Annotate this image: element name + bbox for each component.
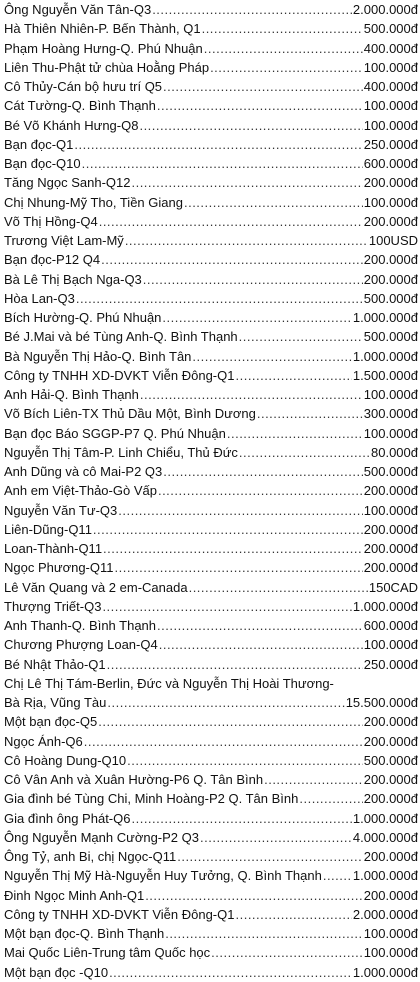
donor-name: Ông Tỷ, anh Bi, chị Ngọc-Q11 — [4, 849, 177, 864]
donor-name: Chị Lê Thị Tám-Berlin, Đức và Nguyễn Thị Hoài Thương- — [4, 675, 334, 691]
donation-amount: 200.000đ — [363, 252, 418, 268]
dot-leader — [162, 308, 352, 327]
dot-leader — [227, 424, 363, 443]
donation-amount: 200.000đ — [363, 541, 418, 556]
dot-leader — [323, 866, 352, 885]
dot-leader — [158, 481, 363, 500]
donor-row — [4, 578, 418, 597]
dot-leader — [131, 809, 351, 828]
donor-row — [4, 635, 418, 654]
donor-row — [4, 712, 418, 731]
donation-amount: 150CAD — [368, 579, 418, 595]
donor-row — [4, 462, 418, 481]
dot-leader — [131, 173, 362, 192]
donor-name: Công ty TNHH XD-DVKT Viễn Đông-Q1 — [4, 906, 235, 922]
donation-amount: 500.000đ — [363, 329, 418, 345]
donation-amount: 250.000đ — [363, 136, 418, 152]
dot-leader — [103, 539, 363, 558]
donor-name: Anh em Việt-Thảo-Gò Vấp — [4, 483, 157, 499]
donor-row — [4, 886, 418, 905]
donor-name: Hòa Lan-Q3 — [4, 290, 75, 306]
donation-amount: 100.000đ — [363, 926, 418, 941]
donation-amount: 15.500.000đ — [345, 695, 418, 710]
dot-leader — [107, 655, 363, 674]
donor-name: Một bạn đọc -Q10 — [4, 964, 109, 980]
donation-amount: 500.000đ — [363, 752, 418, 768]
donation-amount: 500.000đ — [363, 21, 418, 37]
donor-name: Một bạn đọc-Q. Bình Thạnh — [4, 926, 165, 941]
donation-amount: 600.000đ — [363, 156, 418, 171]
donor-row — [4, 366, 418, 385]
donor-row — [4, 424, 418, 443]
donation-amount: 1.500.000đ — [352, 367, 418, 383]
dot-leader — [74, 135, 362, 154]
dot-leader — [184, 193, 363, 212]
donor-row — [4, 828, 418, 847]
donor-name: Nguyễn Thị Mỹ Hà-Nguyễn Huy Tưởng, Q. Bình Thạnh — [4, 868, 322, 884]
donor-name: Trương Việt Lam-Mỹ — [4, 233, 124, 248]
dot-leader — [99, 212, 363, 231]
donor-name: Bà Rịa, Vũng Tàu — [4, 695, 107, 710]
donor-name: Loan-Thành-Q11 — [4, 541, 103, 556]
donation-amount: 100.000đ — [363, 194, 418, 210]
donor-name: Cát Tường-Q. Bình Thạnh — [4, 98, 156, 114]
dot-leader — [189, 578, 368, 597]
donation-amount: 1.000.000đ — [352, 348, 418, 364]
donation-amount: 200.000đ — [363, 791, 418, 807]
dot-leader — [235, 366, 351, 385]
donor-name: Bé Võ Khánh Hưng-Q8 — [4, 117, 139, 133]
dot-leader — [235, 905, 351, 924]
donor-name: Bạn đọc-P12 Q4 — [4, 252, 101, 268]
donor-row — [4, 963, 418, 982]
donation-amount: 1.000.000đ — [352, 868, 418, 884]
donation-amount: 4.000.000đ — [352, 829, 418, 845]
donor-row — [4, 520, 418, 539]
donor-name: Thượng Triết-Q3 — [4, 598, 102, 614]
donor-row — [4, 404, 418, 423]
donor-name: Hà Thiên Nhiên-P. Bến Thành, Q1 — [4, 21, 201, 37]
dot-leader — [239, 327, 363, 346]
donor-name: Mai Quốc Liên-Trung tâm Quốc học — [4, 945, 211, 961]
donation-amount: 200.000đ — [363, 772, 418, 787]
donor-row — [4, 58, 418, 77]
donor-row — [4, 443, 418, 462]
dot-leader — [114, 558, 362, 577]
dot-leader — [109, 963, 352, 982]
donation-amount: 200.000đ — [363, 483, 418, 499]
donor-row — [4, 655, 418, 674]
donor-row — [4, 135, 418, 154]
dot-leader — [145, 886, 363, 905]
donor-name: Bích Hường-Q. Phú Nhuận — [4, 310, 162, 325]
dot-leader — [163, 462, 363, 481]
donor-name: Chương Phượng Loan-Q4 — [4, 637, 158, 653]
dot-leader — [210, 58, 363, 77]
donor-name: Võ Thị Hồng-Q4 — [4, 213, 98, 229]
dot-leader — [159, 635, 363, 654]
dot-leader — [118, 501, 363, 520]
donor-row — [4, 39, 418, 58]
donor-row — [4, 19, 418, 38]
donor-name: Cô Thủy-Cán bộ hưu trí Q5 — [4, 79, 163, 94]
donor-row — [4, 212, 418, 231]
dot-leader — [264, 770, 363, 789]
donation-amount: 100.000đ — [363, 637, 418, 653]
donation-amount: 200.000đ — [363, 560, 418, 576]
donation-amount: 100.000đ — [363, 502, 418, 518]
donation-amount: 250.000đ — [363, 656, 418, 672]
donor-name: Liên Thu-Phật tử chùa Hoằng Pháp — [4, 59, 210, 75]
dot-leader — [84, 732, 363, 751]
dot-leader — [200, 828, 352, 847]
donor-name: Bà Lê Thị Bạch Nga-Q3 — [4, 271, 142, 287]
donor-row — [4, 270, 418, 289]
dot-leader — [82, 154, 363, 173]
donor-row — [4, 789, 418, 808]
donor-row — [4, 943, 418, 962]
dot-leader — [165, 924, 363, 943]
donation-amount: 300.000đ — [363, 406, 418, 422]
dot-leader — [143, 270, 363, 289]
donor-name: Tăng Ngọc Sanh-Q12 — [4, 175, 131, 191]
donation-amount: 200.000đ — [363, 175, 418, 191]
dot-leader — [192, 347, 352, 366]
donor-row — [4, 327, 418, 346]
donor-name: Ông Nguyễn Mạnh Cường-P2 Q3 — [4, 829, 199, 845]
dot-leader — [76, 289, 363, 308]
donation-amount: 200.000đ — [363, 733, 418, 749]
donation-amount: 1.000.000đ — [352, 964, 418, 980]
donation-amount: 200.000đ — [363, 521, 418, 537]
donor-name: Cô Vân Anh và Xuân Hường-P6 Q. Tân Bình — [4, 772, 264, 787]
donation-amount: 2.000.000đ — [352, 2, 418, 17]
donation-amount: 1.000.000đ — [352, 598, 418, 614]
donor-row — [4, 193, 418, 212]
donor-row — [4, 77, 418, 96]
donation-amount: 500.000đ — [363, 464, 418, 479]
donor-name: Ông Nguyễn Văn Tân-Q3 — [4, 2, 152, 17]
donation-amount: 100.000đ — [363, 387, 418, 402]
donor-row — [4, 231, 418, 250]
donor-row — [4, 347, 418, 366]
donor-row — [4, 308, 418, 327]
donor-row — [4, 539, 418, 558]
donor-row — [4, 809, 418, 828]
donor-row — [4, 0, 418, 19]
donor-name: Cô Hoàng Dung-Q10 — [4, 752, 127, 768]
dot-leader — [257, 404, 363, 423]
dot-leader — [140, 385, 363, 404]
donation-amount: 200.000đ — [363, 714, 418, 730]
dot-leader — [125, 231, 368, 250]
donor-name: Ngọc Phương-Q11 — [4, 560, 114, 576]
dot-leader — [211, 943, 363, 962]
donor-row — [4, 558, 418, 577]
donor-row — [4, 693, 418, 712]
donor-row — [4, 116, 418, 135]
donation-amount: 1.000.000đ — [352, 810, 418, 826]
dot-leader — [239, 443, 370, 462]
donor-name: Bà Nguyễn Thị Hảo-Q. Bình Tân — [4, 348, 192, 364]
dot-leader — [152, 0, 352, 19]
donor-name: Bạn đọc-Q1 — [4, 136, 74, 152]
dot-leader — [127, 751, 363, 770]
donor-name: Bé Nhật Thảo-Q1 — [4, 656, 106, 672]
dot-leader — [102, 597, 351, 616]
donation-amount: 200.000đ — [363, 887, 418, 903]
donor-name: Phạm Hoàng Hưng-Q. Phú Nhuận — [4, 40, 203, 56]
donor-name: Bạn đọc-Q10 — [4, 156, 81, 171]
donor-row — [4, 481, 418, 500]
donor-name: Gia đình ông Phát-Q6 — [4, 810, 131, 826]
donation-amount: 200.000đ — [363, 849, 418, 864]
donation-amount: 100.000đ — [363, 117, 418, 133]
dot-leader — [139, 116, 362, 135]
donation-amount: 100.000đ — [363, 98, 418, 114]
donor-name: Công ty TNHH XD-DVKT Viễn Đông-Q1 — [4, 367, 235, 383]
donation-amount: 100.000đ — [363, 59, 418, 75]
donor-row — [4, 385, 418, 404]
donor-name: Anh Thanh-Q. Bình Thạnh — [4, 618, 157, 633]
donor-name: Liên-Dũng-Q11 — [4, 521, 92, 537]
donor-row — [4, 770, 418, 789]
donor-row — [4, 847, 418, 866]
donor-row — [4, 866, 418, 885]
donor-name: Gia đình bé Tùng Chi, Minh Hoàng-P2 Q. Tân Bình — [4, 791, 299, 807]
donor-row — [4, 905, 418, 924]
dot-leader — [177, 847, 363, 866]
donation-amount: 500.000đ — [363, 290, 418, 306]
donation-amount: 600.000đ — [363, 618, 418, 633]
donor-row — [4, 616, 418, 635]
dot-leader — [202, 19, 363, 38]
donation-amount: 100USD — [368, 233, 418, 248]
dot-leader — [299, 789, 362, 808]
donor-name: Võ Bích Liên-TX Thủ Dầu Một, Bình Dương — [4, 406, 256, 422]
donor-row — [4, 250, 418, 269]
donation-amount: 1.000.000đ — [352, 310, 418, 325]
donation-amount: 400.000đ — [363, 79, 418, 94]
dot-leader — [204, 39, 363, 58]
donor-name: Chị Nhung-Mỹ Tho, Tiền Giang — [4, 194, 183, 210]
donor-name: Nguyễn Thị Tâm-P. Linh Chiểu, Thủ Đức — [4, 444, 238, 460]
donation-amount: 200.000đ — [363, 213, 418, 229]
donor-name: Anh Dũng và cô Mai-P2 Q3 — [4, 464, 163, 479]
donation-amount: 100.000đ — [363, 425, 418, 441]
donor-name: Bạn đọc Báo SGGP-P7 Q. Phú Nhuận — [4, 425, 226, 441]
donor-name: Anh Hải-Q. Bình Thạnh — [4, 387, 139, 402]
donor-row — [4, 501, 418, 520]
donor-row — [4, 597, 418, 616]
dot-leader — [93, 520, 363, 539]
donor-name: Bé J.Mai và bé Tùng Anh-Q. Bình Thạnh — [4, 329, 238, 345]
donation-amount: 2.000.000đ — [352, 906, 418, 922]
donor-row — [4, 173, 418, 192]
donor-name: Lê Văn Quang và 2 em-Canada — [4, 579, 188, 595]
donation-amount: 400.000đ — [363, 40, 418, 56]
donor-name: Nguyễn Văn Tư-Q3 — [4, 502, 118, 518]
donor-row — [4, 674, 418, 693]
donor-row — [4, 732, 418, 751]
donor-name: Ngọc Ánh-Q6 — [4, 733, 83, 749]
donor-row — [4, 96, 418, 115]
dot-leader — [163, 77, 363, 96]
donor-row — [4, 154, 418, 173]
donor-row — [4, 924, 418, 943]
donor-row — [4, 751, 418, 770]
dot-leader — [107, 693, 344, 712]
dot-leader — [157, 96, 363, 115]
donor-row — [4, 289, 418, 308]
donation-amount: 100.000đ — [363, 945, 418, 961]
donation-amount: 200.000đ — [363, 271, 418, 287]
donation-amount: 80.000đ — [371, 444, 418, 460]
dot-leader — [157, 616, 363, 635]
donor-name: Một bạn đọc-Q5 — [4, 714, 98, 730]
donor-name: Đinh Ngọc Minh Anh-Q1 — [4, 887, 145, 903]
dot-leader — [98, 712, 363, 731]
dot-leader — [101, 250, 363, 269]
